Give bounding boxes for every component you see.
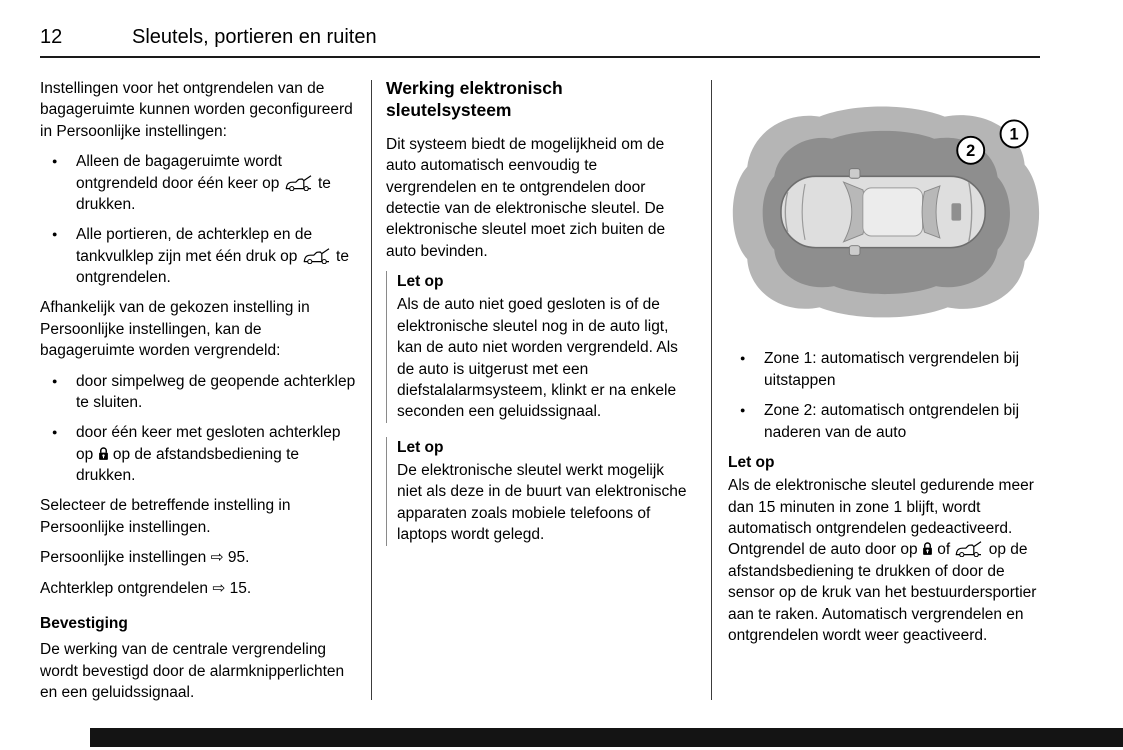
bullet-dot: ● xyxy=(52,375,58,386)
bullet-item xyxy=(40,422,358,486)
bullet-dot: ● xyxy=(740,353,746,364)
page-number: 12 xyxy=(40,26,63,48)
bullet-item xyxy=(40,224,358,288)
reference-arrow-icon: ⇨ xyxy=(212,579,226,597)
tailgate-release-icon xyxy=(284,175,314,191)
note-text-part: of xyxy=(932,541,955,559)
section-heading-bevestiging: Bevestiging xyxy=(40,614,128,632)
paragraph: De werking van de centrale vergrendeling wordt bevestigd door de alarmknipperlichten en een geluidssignaal. xyxy=(40,641,345,701)
bullet-item xyxy=(40,151,358,215)
bullet-item xyxy=(728,400,1042,443)
note-text-part: op de afstandsbediening te drukken of door de sensor op de kruk van het bestuurdersportier aan te raken. Automatisch vergrendelen en ontgrendelen wordt weer geactiveerd. xyxy=(728,541,1037,644)
column-left xyxy=(40,78,358,712)
column-middle xyxy=(386,78,690,560)
cross-reference-page: 95. xyxy=(223,549,250,567)
note-block xyxy=(386,437,690,546)
bullet-text xyxy=(76,151,358,215)
cross-reference-label: Achterklep ontgrendelen xyxy=(40,579,213,597)
bullet-text xyxy=(76,224,358,288)
reference-arrow-icon: ⇨ xyxy=(210,549,224,567)
cross-reference-label: Persoonlijke instellingen xyxy=(40,549,211,567)
note-text: De elektronische sleutel werkt mogelijk niet als deze in de buurt van elektronische apparaten zoals mobiele telefoons of laptops wordt gelegd. xyxy=(397,462,687,544)
bullet-text: Zone 2: automatisch ontgrendelen bij naderen van de auto xyxy=(764,402,1020,441)
note-label: Let op xyxy=(397,273,444,290)
tailgate-release-icon xyxy=(954,541,984,557)
bullet-text-pre: Alle portieren, de achterklep en de tankvulklep zijn met één druk op xyxy=(76,226,313,265)
cross-reference-page: 15. xyxy=(225,579,252,597)
page-header xyxy=(40,24,377,52)
column-divider-2 xyxy=(711,80,712,700)
note-text-part: Als de elektronische sleutel gedurende meer dan 15 minuten in zone 1 blijft, wordt automatisch ontgrendelen gedeactiveerd. Ontgrendel de auto door op xyxy=(728,477,1034,559)
zone-2-marker xyxy=(957,137,984,164)
bullet-text xyxy=(76,422,358,486)
bullet-dot: ● xyxy=(52,229,58,240)
paragraph-intro: Instellingen voor het ontgrendelen van de bagageruimte kunnen worden geconfigureerd in Persoonlijke instellingen: xyxy=(40,80,353,140)
svg-text:1: 1 xyxy=(1009,125,1019,144)
bullet-text-pre: door één keer met gesloten achterklep op xyxy=(76,424,341,463)
column-divider-1 xyxy=(371,80,372,700)
cross-reference xyxy=(40,547,358,568)
bullet-dot: ● xyxy=(740,405,746,416)
note-text: Als de auto niet goed gesloten is of de elektronische sleutel nog in de auto ligt, kan de auto niet worden vergrendeld. Als de auto is uitgerust met een diefstalalarmsysteem, klinkt er na enkele seconden een geluidssignaal. xyxy=(397,296,678,421)
bullet-text-post: op de afstandsbediening te drukken. xyxy=(76,445,300,484)
bullet-text-post: te ontgrendelen. xyxy=(76,247,349,286)
paragraph: Afhankelijk van de gekozen instelling in Persoonlijke instellingen, kan de bagageruimte worden vergrendeld: xyxy=(40,299,310,360)
lock-icon xyxy=(98,446,109,461)
paragraph: Selecteer de betreffende instelling in Persoonlijke instellingen. xyxy=(40,497,291,536)
page-title: Sleutels, portieren en ruiten xyxy=(132,26,377,48)
svg-text:2: 2 xyxy=(966,142,976,161)
bullet-item xyxy=(40,371,358,414)
note-block xyxy=(386,271,690,423)
header-rule xyxy=(40,56,1040,58)
column-right xyxy=(728,78,1042,660)
zones-illustration xyxy=(728,94,1042,328)
note-label: Let op xyxy=(728,453,775,471)
bullet-dot: ● xyxy=(52,156,58,167)
car-top-view xyxy=(781,169,985,256)
note-label: Let op xyxy=(397,438,444,456)
bullet-text-post: te drukken. xyxy=(76,174,331,213)
key-detection-zones-figure xyxy=(728,94,1042,334)
bullet-item xyxy=(728,348,1042,391)
bullet-text-pre: Alleen de bagageruimte wordt ontgrendeld door één keer op xyxy=(76,153,284,192)
bullet-text: door simpelweg de geopende achterklep te sluiten. xyxy=(76,372,356,411)
note-block xyxy=(728,452,1042,646)
bullet-dot: ● xyxy=(52,427,58,438)
section-heading-werking: Werking elektronisch sleutelsysteem xyxy=(386,78,563,120)
zone-1-marker xyxy=(1001,120,1028,147)
page-bottom-bar xyxy=(90,728,1123,747)
paragraph: Dit systeem biedt de mogelijkheid om de auto automatisch eenvoudig te vergrendelen en te ontgrendelen door detectie van de elektronische sleutel. De elektronische sleutel moet zich buiten de auto bevinden. xyxy=(386,135,666,260)
note-text xyxy=(728,477,1036,644)
bullet-text: Zone 1: automatisch vergrendelen bij uitstappen xyxy=(764,350,1020,389)
lock-icon xyxy=(922,541,933,556)
cross-reference xyxy=(40,578,358,599)
tailgate-release-icon xyxy=(302,248,332,264)
